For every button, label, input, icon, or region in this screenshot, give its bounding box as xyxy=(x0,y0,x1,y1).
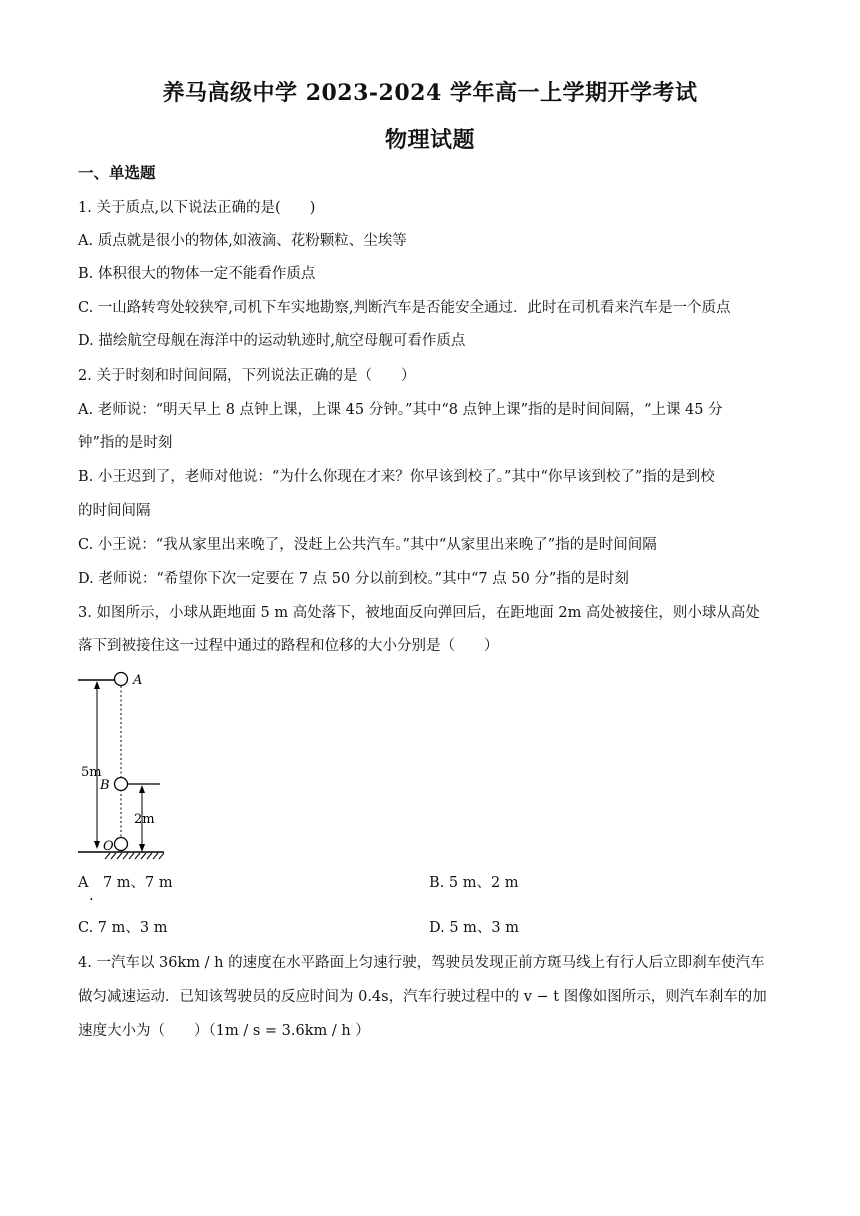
question-1-option-d: D. 描绘航空母舰在海洋中的运动轨迹时,航空母舰可看作质点 xyxy=(78,333,466,349)
question-2-option-b-line2: 的时间间隔 xyxy=(78,503,151,519)
question-2-option-a-line2: 钟”指的是时刻 xyxy=(78,435,173,451)
question-4-line2: 做匀减速运动．已知该驾驶员的反应时间为 0.4s，汽车行驶过程中的 v − t 图像如图所示，则汽车刹车的加 xyxy=(78,989,767,1005)
question-2-option-d: D. 老师说：“希望你下次一定要在 7 点 50 分以前到校。”其中“7 点 50 分”指的是时刻 xyxy=(78,571,629,587)
question-2-option-c: C. 小王说：“我从家里出来晚了，没赶上公共汽车。”其中“从家里出来晚了”指的是时间间隔 xyxy=(78,537,657,553)
page-title: 养马高级中学 2023-2024 学年高一上学期开学考试 xyxy=(162,80,698,106)
label-a: A xyxy=(133,673,143,688)
question-3-option-a-dot: . xyxy=(89,888,94,904)
question-3-stem-line2: 落下到被接住这一过程中通过的路程和位移的大小分别是（ ） xyxy=(78,638,499,654)
question-4-line1: 4. 一汽车以 36km / h 的速度在水平路面上匀速行驶，驾驶员发现正前方斑马线上有行人后立即刹车使汽车 xyxy=(78,955,765,971)
question-1-option-b: B. 体积很大的物体一定不能看作质点 xyxy=(78,266,316,282)
question-2-stem: 2. 关于时刻和时间间隔，下列说法正确的是（ ） xyxy=(78,368,416,384)
dim-5m-arrow-bottom xyxy=(94,841,100,849)
question-3-option-c: C. 7 m、3 m xyxy=(78,920,168,936)
label-o: O xyxy=(103,839,114,854)
question-3-option-d: D. 5 m、3 m xyxy=(429,920,519,936)
ball-drop-figure xyxy=(78,668,178,863)
dim-2m-arrow-top xyxy=(139,785,145,793)
label-2m: 2m xyxy=(134,812,155,827)
question-1-option-c: C. 一山路转弯处较狭窄,司机下车实地勘察,判断汽车是否能安全通过．此时在司机看来汽车是一个质点 xyxy=(78,300,731,316)
question-1-option-a: A. 质点就是很小的物体,如液滴、花粉颗粒、尘埃等 xyxy=(78,233,407,249)
ground-hatch xyxy=(105,853,164,859)
ball-b xyxy=(115,778,128,791)
section-heading: 一、单选题 xyxy=(78,163,156,182)
page-subtitle: 物理试题 xyxy=(384,127,475,153)
question-1-stem: 1. 关于质点,以下说法正确的是( ) xyxy=(78,200,316,216)
question-3-option-b: B. 5 m、2 m xyxy=(429,875,519,891)
question-2-option-a-line1: A. 老师说：“明天早上 8 点钟上课，上课 45 分钟。”其中“8 点钟上课”指的是时间间隔，“上课 45 分 xyxy=(78,402,723,418)
question-3-stem-line1: 3. 如图所示，小球从距地面 5 m 高处落下，被地面反向弹回后，在距地面 2m 高处被接住，则小球从高处 xyxy=(78,605,760,621)
label-b: B xyxy=(100,778,110,793)
ball-a xyxy=(115,673,128,686)
ball-o xyxy=(115,838,128,851)
question-2-option-b-line1: B. 小王迟到了，老师对他说：“为什么你现在才来？你早该到校了。”其中“你早该到校了”指的是到校 xyxy=(78,469,715,485)
question-4-line3: 速度大小为（ ）（1m / s = 3.6km / h ） xyxy=(78,1023,370,1039)
question-3-option-a: A 7 m、7 m xyxy=(78,875,173,891)
label-5m: 5m xyxy=(81,765,102,780)
dim-5m-arrow-top xyxy=(94,681,100,689)
dim-2m-arrow-bottom xyxy=(139,844,145,852)
